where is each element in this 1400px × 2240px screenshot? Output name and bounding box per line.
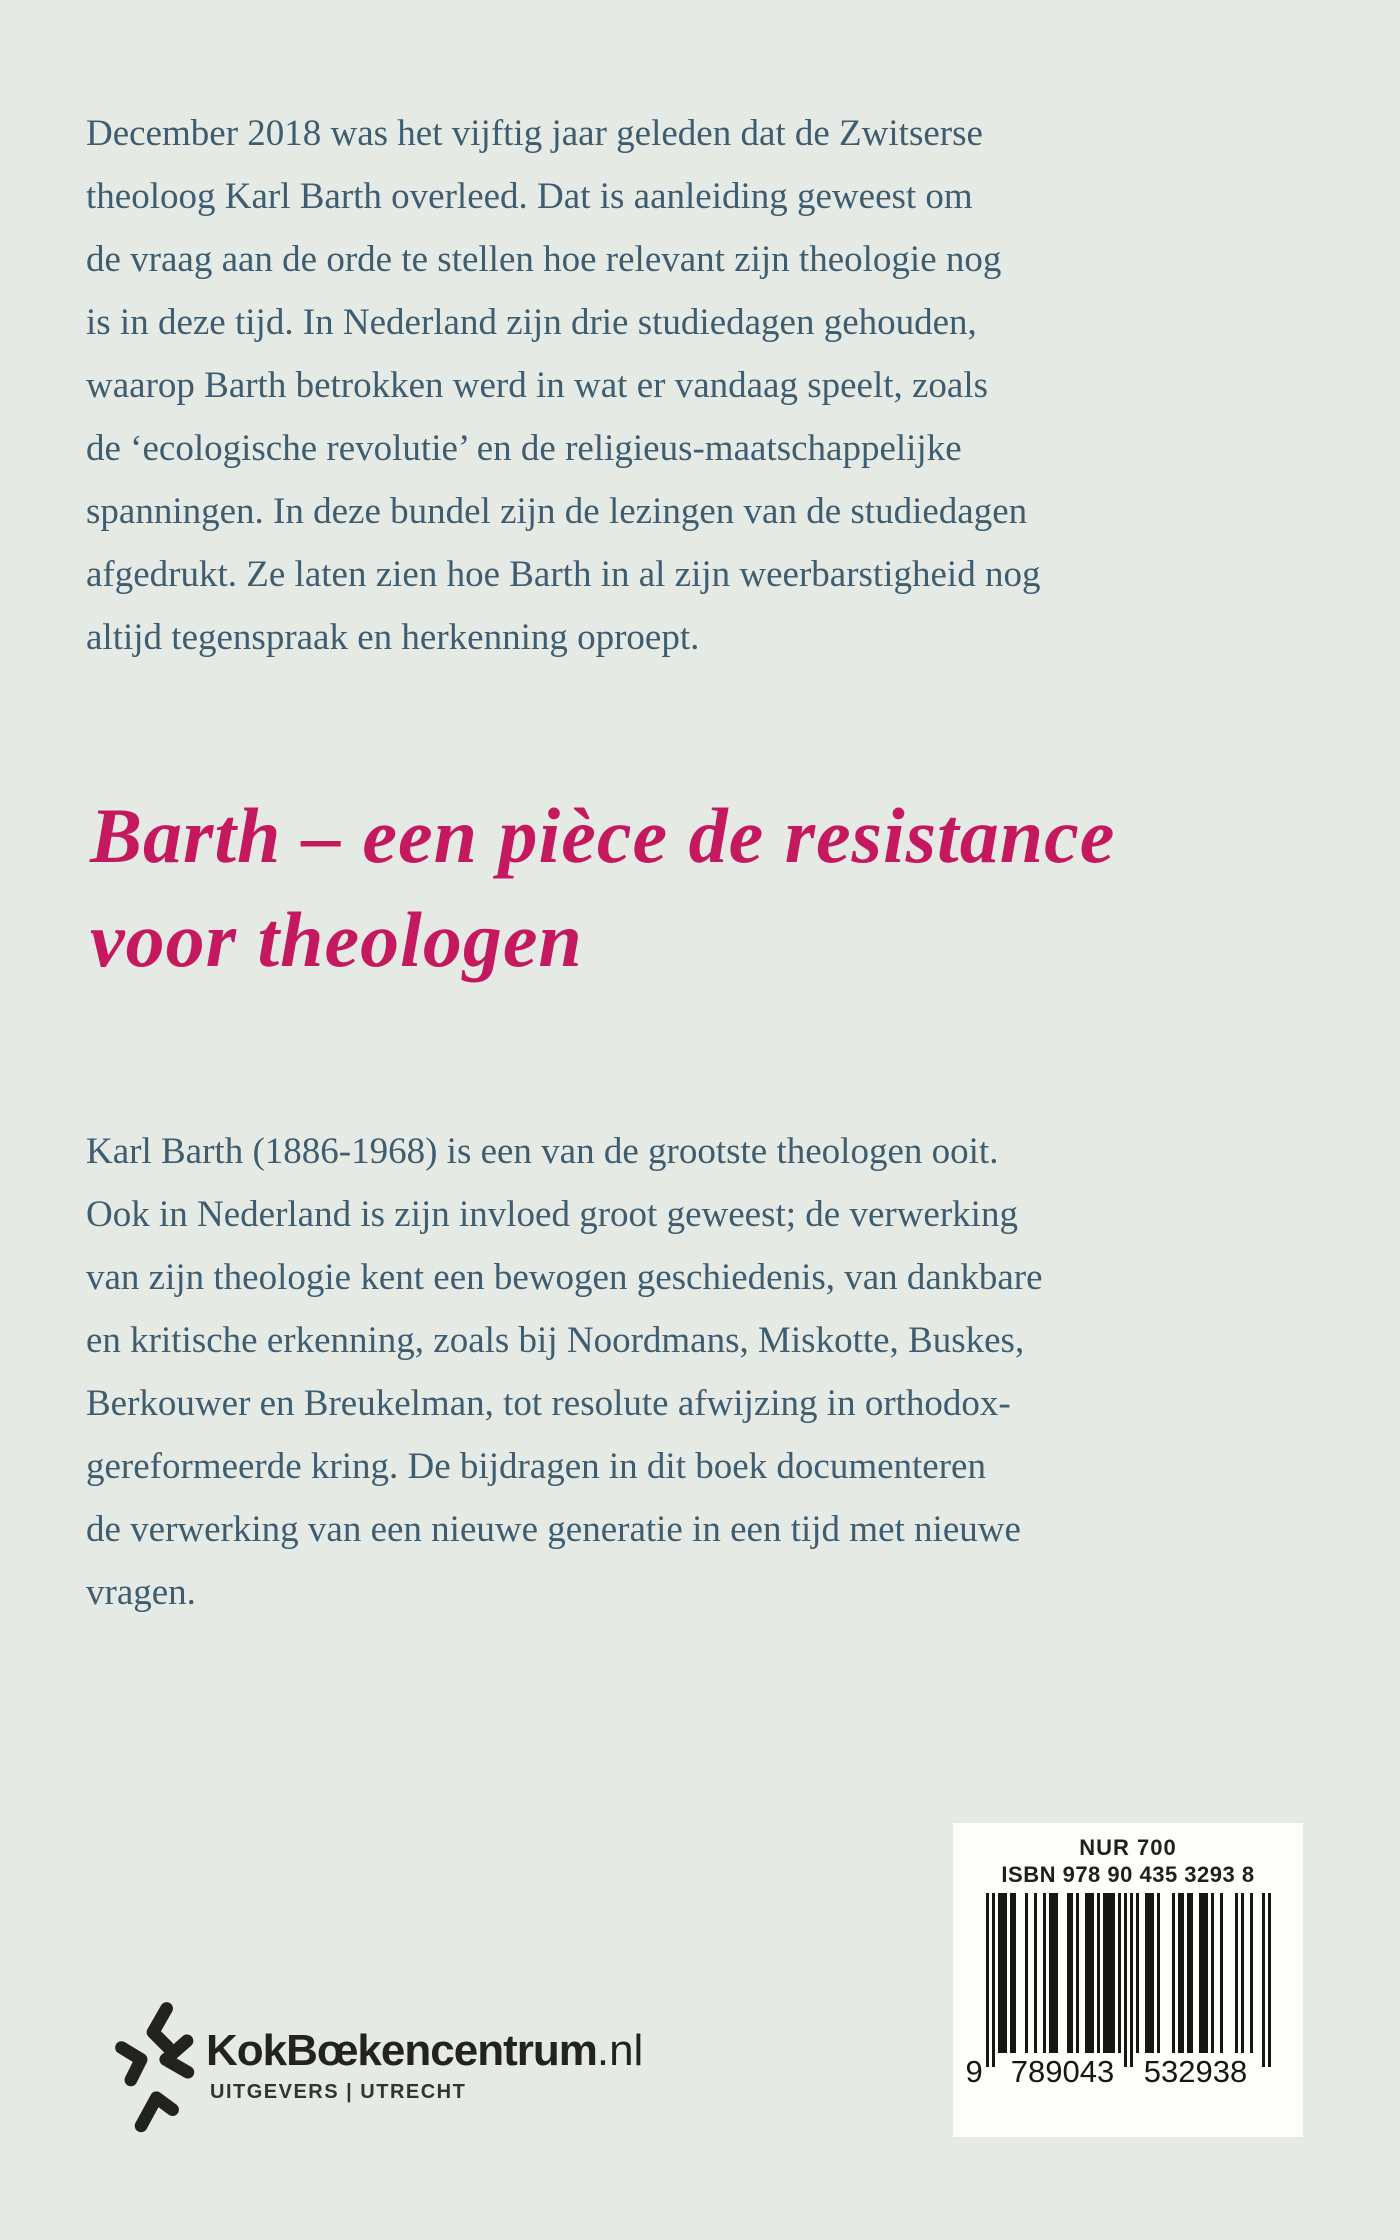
barcode-bar [1025,1893,1028,2053]
barcode-bar [1055,1893,1058,2053]
barcode-bar [1013,1893,1016,2053]
description-line: Ook in Nederland is zijn invloed groot geweest; de verwerking [86,1194,1018,1235]
barcode-bar [1004,1893,1007,2053]
isbn-text: ISBN 978 90 435 3293 8 [1001,1862,1255,1887]
description-line: Berkouwer en Breukelman, tot resolute afwijzing in orthodox- [86,1383,1011,1424]
intro-line: spanningen. In deze bundel zijn de lezingen van de studiedagen [86,491,1028,532]
publisher-tagline: UITGEVERS | UTRECHT [210,2081,467,2103]
description-line: en kritische erkenning, zoals bij Noordmans, Miskotte, Buskes, [86,1320,1025,1361]
barcode-bar [1250,1893,1253,2053]
brand-name: KokBœkencentrum [206,2026,597,2075]
description-line: de verwerking van een nieuwe generatie in een tijd met nieuwe [86,1509,1021,1550]
barcode-bar [1130,1893,1133,2067]
logo-stroke-top [153,2009,167,2047]
intro-line: theoloog Karl Barth overleed. Dat is aanleiding geweest om [86,176,973,217]
publisher-brand [206,2026,643,2076]
nur-code: NUR 700 [1079,1835,1177,1860]
heading-line: voor theologen [90,896,583,983]
barcode-bar [1172,1893,1175,2053]
publisher-logo-icon [110,2000,196,2136]
logo-stroke-left [122,2048,142,2080]
barcode-bar [1262,1893,1265,2067]
intro-paragraph [86,102,1040,669]
barcode-bar [1070,1893,1073,2053]
barcode-bar [1124,1893,1127,2067]
intro-line: December 2018 was het vijftig jaar geleden dat de Zwitserse [86,113,983,154]
intro-line: is in deze tijd. In Nederland zijn drie studiedagen gehouden, [86,302,977,343]
barcode-bar [1118,1893,1121,2053]
intro-line: afgedrukt. Ze laten zien hoe Barth in al zijn weerbarstigheid nog [86,554,1041,595]
barcode-bar [1076,1893,1079,2053]
barcode-bar [1268,1893,1271,2067]
heading-line: Barth – een pièce de resistance [90,792,1116,879]
barcode-bar [1043,1893,1046,2053]
intro-line: de ‘ecologische revolutie’ en de religieus-maatschappelijke [86,428,962,469]
barcode-digit-first: 9 [965,2054,983,2089]
barcode-bar [986,1893,989,2067]
description-line: van zijn theologie kent een bewogen geschiedenis, van dankbare [86,1257,1043,1298]
barcode-panel [953,1823,1303,2137]
logo-stroke-bottom [141,2098,172,2126]
intro-line: altijd tegenspraak en herkenning oproept. [86,617,700,658]
barcode-bar [1181,1893,1184,2053]
ean13-barcode [965,1893,1271,2093]
barcode-bar [1211,1893,1214,2053]
barcode-bar [1235,1893,1238,2053]
brand-suffix: .nl [596,2026,644,2075]
description-line: gereformeerde kring. De bijdragen in dit boek documenteren [86,1446,986,1487]
barcode-bar [1091,1893,1094,2053]
barcode-bar [1034,1893,1037,2053]
description-paragraph [86,1120,1043,1624]
cover-heading [90,784,1115,992]
barcode-digits-right: 532938 [1143,2054,1248,2089]
barcode-bar [1190,1893,1193,2053]
description-line: vragen. [86,1572,196,1613]
barcode-bar [1097,1893,1100,2053]
description-line: Karl Barth (1886-1968) is een van de grootste theologen ooit. [86,1131,999,1172]
barcode-bar [1205,1893,1208,2053]
barcode-bar [1241,1893,1244,2053]
barcode-bar [1151,1893,1154,2053]
barcode-digits-left: 789043 [1010,2054,1115,2089]
intro-line: de vraag aan de orde te stellen hoe relevant zijn theologie nog [86,239,1002,280]
barcode-bar [1220,1893,1223,2053]
barcode-bar [992,1893,995,2067]
barcode-bar [1136,1893,1139,2053]
intro-line: waarop Barth betrokken werd in wat er vandaag speelt, zoals [86,365,989,406]
barcode-bar [1112,1893,1115,2053]
barcode-bar [1157,1893,1160,2053]
